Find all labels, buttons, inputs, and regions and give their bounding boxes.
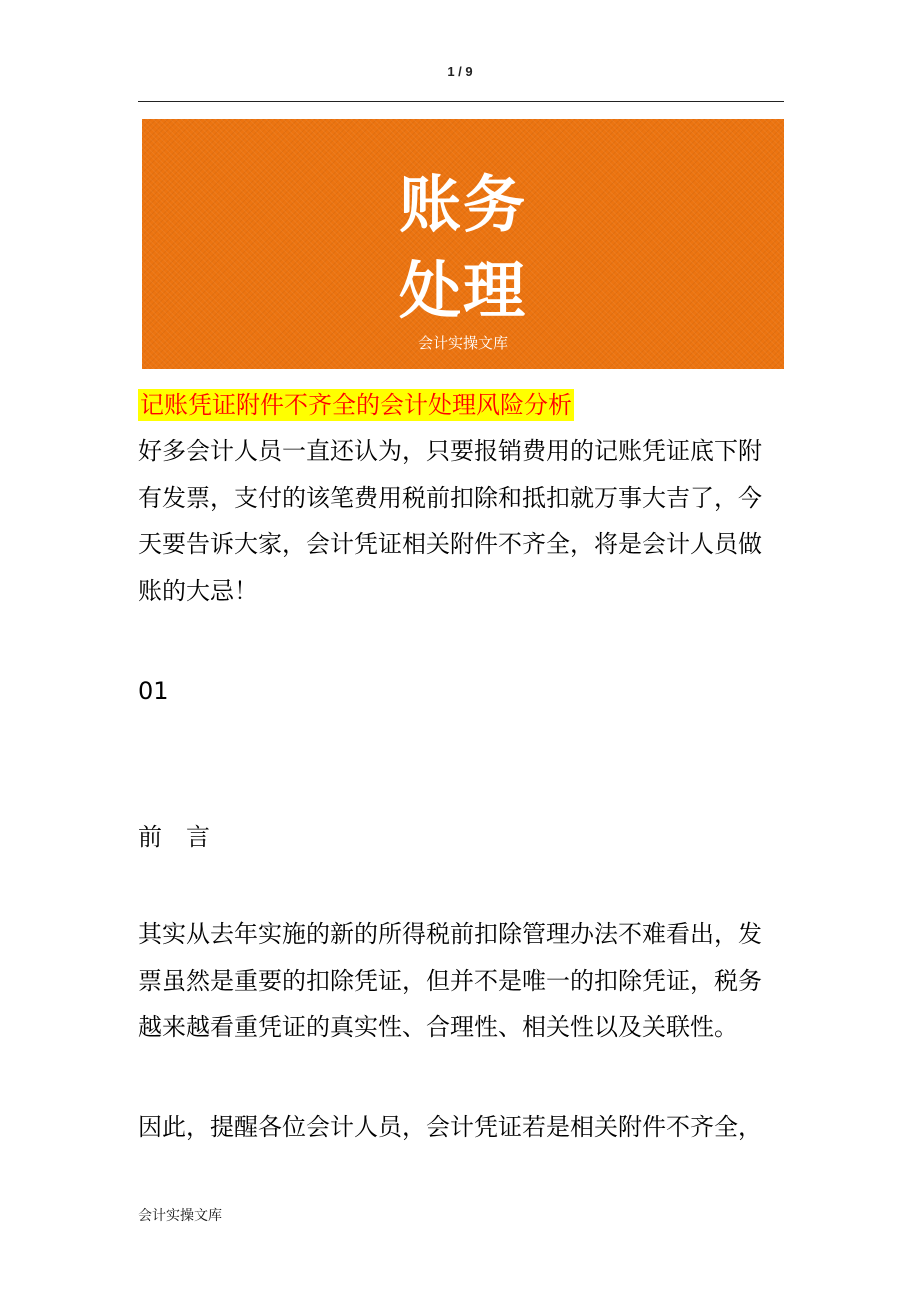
document-title: 记账凭证附件不齐全的会计处理风险分析 xyxy=(140,391,572,419)
text-line: 票虽然是重要的扣除凭证，但并不是唯一的扣除凭证，税务 xyxy=(138,966,762,995)
section-number-text: 01 xyxy=(138,677,169,705)
body-paragraph-1 xyxy=(138,911,818,1051)
page-footer: 会计实操文库 xyxy=(138,1208,222,1224)
text-line: 账的大忌！ xyxy=(138,576,258,605)
text-line: 其实从去年实施的新的所得税前扣除管理办法不难看出，发 xyxy=(138,920,762,948)
cover-banner xyxy=(142,119,784,369)
page-number: 1 / 9 xyxy=(447,64,473,79)
section-heading-text: 前 言 xyxy=(138,823,210,851)
header-divider xyxy=(138,101,784,102)
text-line: 有发票，支付的该笔费用税前扣除和抵扣就万事大吉了，今 xyxy=(138,483,762,512)
intro-paragraph xyxy=(138,428,818,614)
text-line: 好多会计人员一直还认为，只要报销费用的记账凭证底下附 xyxy=(138,437,762,465)
text-line: 天要告诉大家，会计凭证相关附件不齐全，将是会计人员做 xyxy=(138,530,762,558)
section-number xyxy=(138,668,818,715)
banner-title-line-2: 处理 xyxy=(398,254,527,327)
banner-subtitle: 会计实操文库 xyxy=(417,334,508,352)
body-paragraph-2 xyxy=(138,1104,818,1151)
text-line: 因此，提醒各位会计人员，会计凭证若是相关附件不齐全， xyxy=(138,1113,762,1141)
banner-title-line-1: 账务 xyxy=(398,168,527,241)
text-line: 越来越看重凭证的真实性、合理性、相关性以及关联性。 xyxy=(138,1013,738,1041)
section-heading xyxy=(138,814,818,861)
